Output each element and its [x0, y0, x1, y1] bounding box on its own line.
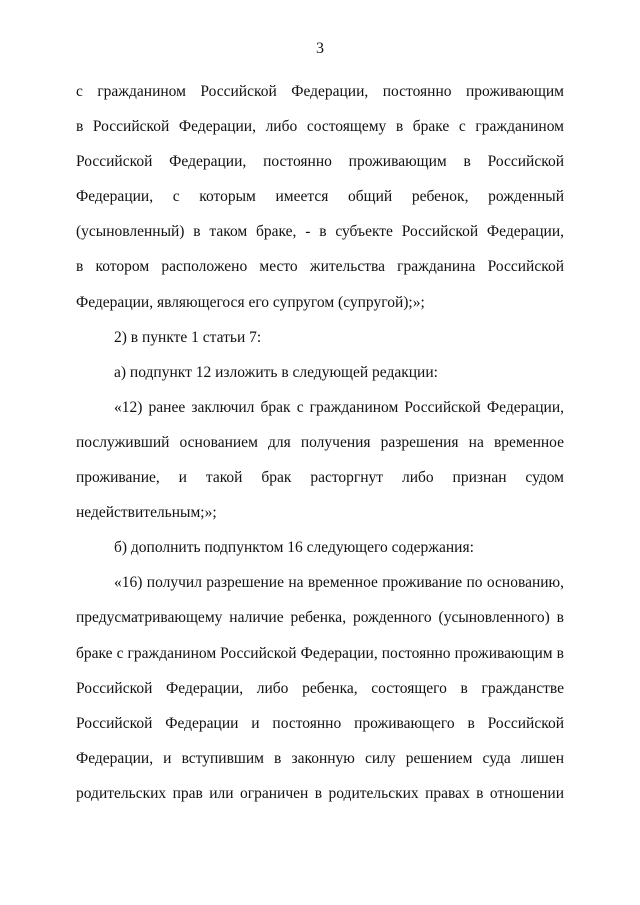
- text-line: с гражданином Российской Федерации, постоянно проживающим: [76, 83, 564, 100]
- text-line: в Российской Федерации, либо состоящему в браке с гражданином: [76, 118, 564, 136]
- text-line: 2) в пункте 1 статьи 7:: [114, 328, 262, 346]
- text-line: Российской Федерации и постоянно проживающего в Российской: [76, 714, 564, 732]
- text-line: Федерации, и вступившим в законную силу решением суда лишен: [76, 749, 564, 767]
- text-line: предусматривающему наличие ребенка, рожденного (усыновленного) в: [76, 609, 564, 627]
- text-line: б) дополнить подпунктом 16 следующего содержания:: [114, 539, 474, 557]
- text-line: «12) ранее заключил брак с гражданином Российской Федерации,: [114, 398, 564, 416]
- text-line: «16) получил разрешение на временное проживание по основанию,: [114, 574, 564, 592]
- text-line: а) подпункт 12 изложить в следующей редакции:: [114, 363, 438, 381]
- text-line: Федерации, с которым имеется общий ребенок, рожденный: [76, 188, 564, 206]
- text-line: в котором расположено место жительства гражданина Российской: [76, 258, 564, 276]
- text-line: Российской Федерации, постоянно проживающим в Российской: [76, 153, 564, 171]
- document-body: [76, 74, 564, 811]
- text-line: браке с гражданином Российской Федерации, постоянно проживающим в: [76, 644, 564, 662]
- text-line: проживание, и такой брак расторгнут либо признан судом: [76, 469, 564, 487]
- text-line: Федерации, являющегося его супругом (супругой);»;: [76, 293, 425, 311]
- text-line: послуживший основанием для получения разрешения на временное: [76, 433, 564, 451]
- text-line: родительских прав или ограничен в родительских правах в отношении: [76, 784, 564, 802]
- page-number: 3: [316, 40, 324, 57]
- text-line: Российской Федерации, либо ребенка, состоящего в гражданстве: [76, 679, 564, 697]
- text-line: (усыновленный) в таком браке, - в субъекте Российской Федерации,: [76, 223, 564, 241]
- text-line: недействительным;»;: [76, 504, 217, 522]
